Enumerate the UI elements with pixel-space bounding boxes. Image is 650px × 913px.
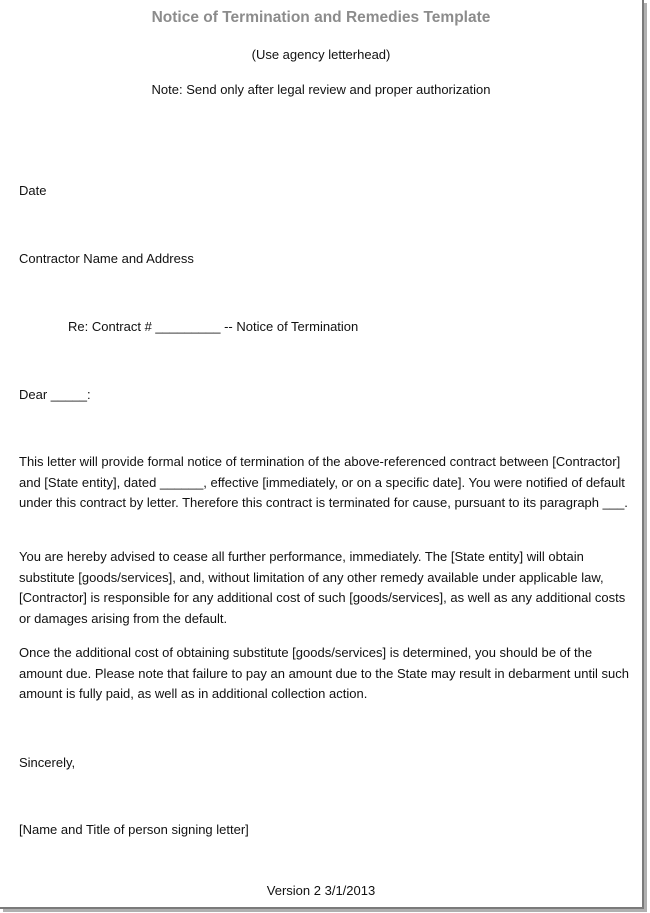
body-paragraph: You are hereby advised to cease all further performance, immediately. The [State entity] will obtain substitute [goods/services], and, without limitation of any other remedy available under applicable law, [Contractor] is responsible for any additional cost of such [goods/services], as well as any additional costs or damages arising from the default. <box>19 549 626 626</box>
contractor-label: Contractor Name and Address <box>19 251 194 266</box>
review-note: Note: Send only after legal review and proper authorization <box>151 82 491 97</box>
version-footer: Version 2 3/1/2013 <box>266 883 376 898</box>
closing: Sincerely, <box>19 755 76 770</box>
salutation: Dear _____: <box>19 387 91 402</box>
document-title: Notice of Termination and Remedies Template <box>151 9 491 26</box>
body-paragraph: This letter will provide formal notice of termination of the above-referenced contract between [Contractor] and [State entity], dated ______, effective [immediately, or on a specific date]. You were notified of default under this contract by letter. Therefore this contract is terminated for cause, pursuant to its paragraph ___. <box>19 454 628 510</box>
date-label: Date <box>19 183 47 198</box>
body-paragraph: Once the additional cost of obtaining substitute [goods/services] is determined, you should be of the amount due. Please note that failure to pay an amount due to the State may result in debarment until such amount is fully paid, as well as in additional collection action. <box>19 645 629 701</box>
re-line: Re: Contract # _________ -- Notice of Termination <box>68 319 359 334</box>
letterhead-note: (Use agency letterhead) <box>251 47 391 62</box>
signature-block: [Name and Title of person signing letter] <box>19 822 249 837</box>
